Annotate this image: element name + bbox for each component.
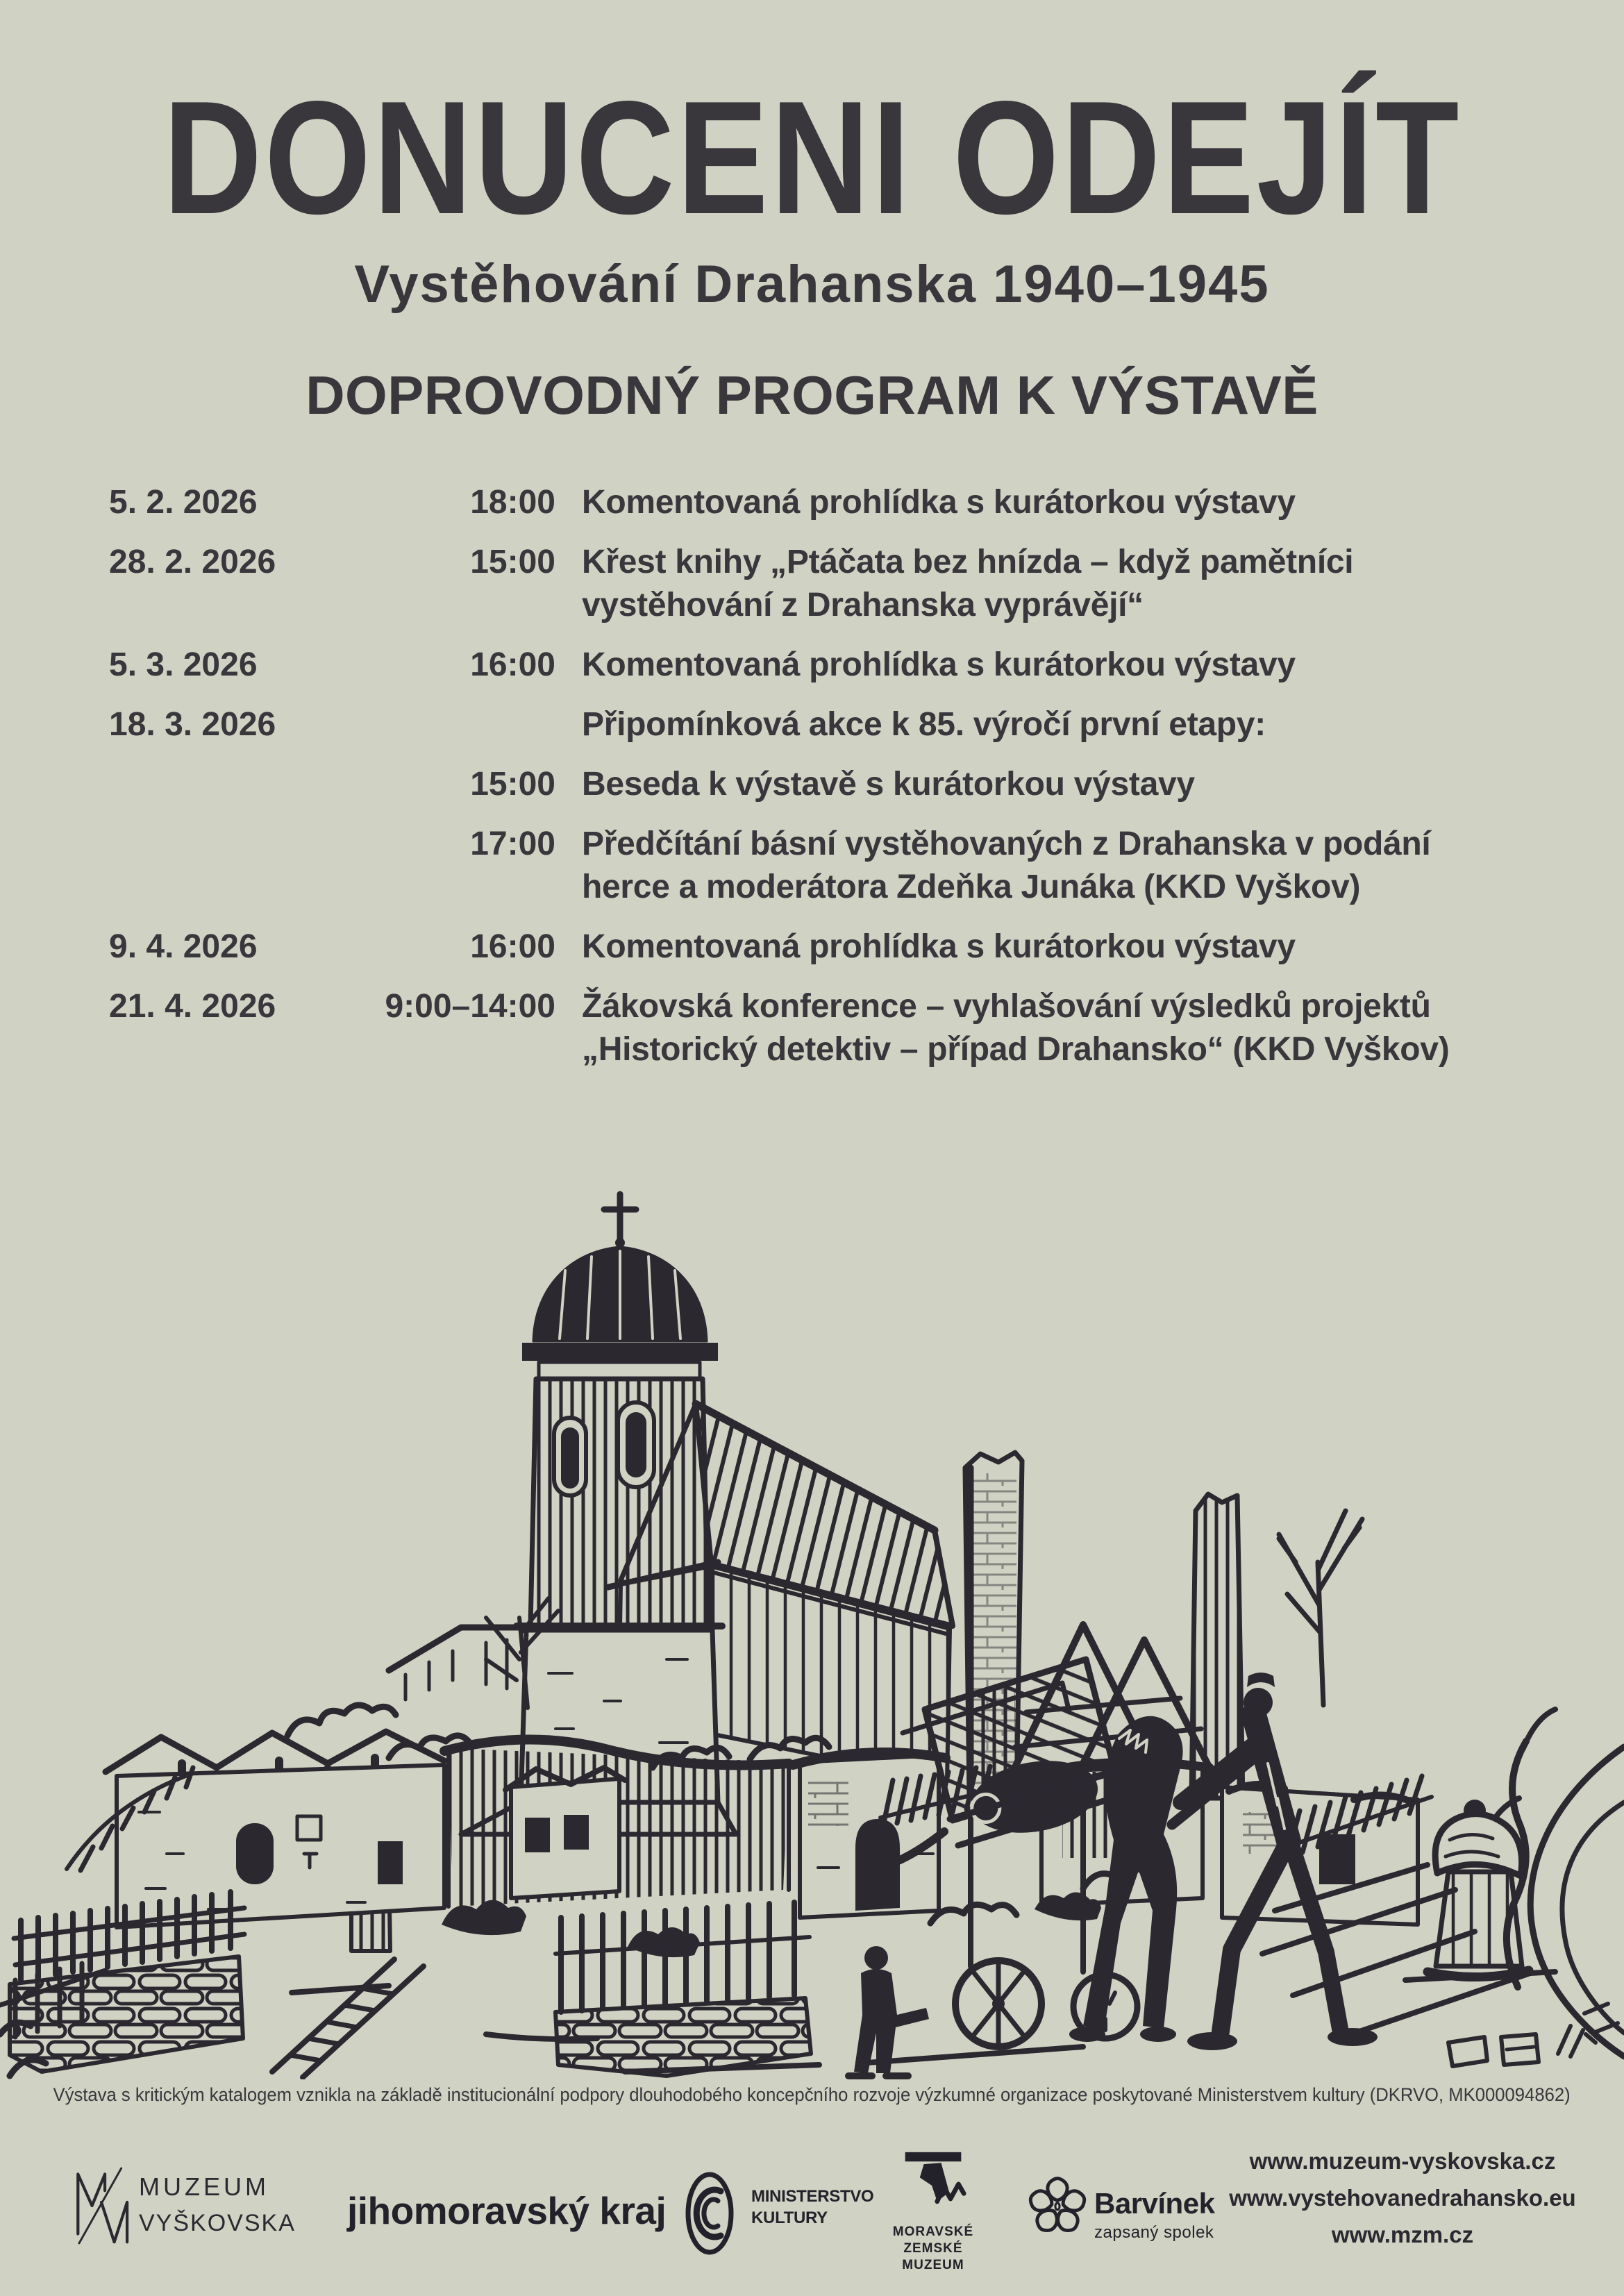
barvinek-flower-icon bbox=[1028, 2169, 1087, 2241]
event-time: 17:00 bbox=[470, 826, 555, 862]
schedule-row bbox=[109, 541, 1480, 627]
event-description: Komentovaná prohlídka s kurátorkou výstavy bbox=[582, 484, 1296, 521]
page-title-text: DONUCENI ODEJÍT bbox=[162, 68, 1462, 248]
schedule-row bbox=[109, 481, 1480, 524]
vyskovska-line: VYŠKOVSKA bbox=[139, 2210, 296, 2236]
event-description: Beseda k výstavě s kurátorkou výstavy bbox=[582, 766, 1195, 803]
event-date: 9. 4. 2026 bbox=[109, 928, 258, 965]
ministerstvo-kultury-logo-icon bbox=[685, 2170, 735, 2256]
event-schedule bbox=[109, 481, 1480, 1088]
schedule-row bbox=[109, 823, 1480, 909]
event-description: Křest knihy „Ptáčata bez hnízda – když pamětníci vystěhování z Drahanska vyprávějí“ bbox=[582, 544, 1354, 623]
event-date bbox=[109, 763, 349, 806]
ministerstvo-line: MINISTERSTVO bbox=[751, 2187, 874, 2206]
barvinek-name: Barvínek bbox=[1094, 2187, 1215, 2220]
event-description: Komentovaná prohlídka s kurátorkou výstavy bbox=[582, 646, 1296, 683]
event-time: 18:00 bbox=[470, 484, 555, 521]
muzeum-vyskovska-wordmark bbox=[139, 2169, 296, 2241]
event-time: 15:00 bbox=[470, 544, 555, 580]
barvinek-wordmark bbox=[1094, 2187, 1214, 2243]
village-illustration bbox=[0, 1173, 1624, 2079]
mzm-line: ZEMSKÉ bbox=[903, 2241, 963, 2256]
event-date: 5. 3. 2026 bbox=[109, 646, 258, 683]
event-date: 21. 4. 2026 bbox=[109, 988, 276, 1025]
schedule-row bbox=[109, 644, 1480, 687]
event-time: 9:00–14:00 bbox=[385, 988, 555, 1025]
muzeum-vyskovska-logo-icon bbox=[67, 2165, 136, 2247]
schedule-row bbox=[109, 763, 1480, 806]
moravske-zemske-muzeum-wordmark bbox=[891, 2224, 975, 2274]
moravske-zemske-muzeum-icon bbox=[898, 2150, 968, 2216]
funding-disclaimer bbox=[0, 2084, 1624, 2106]
moravske-zemske-muzeum-logo bbox=[891, 2150, 975, 2274]
website-list bbox=[1222, 2143, 1583, 2253]
mzm-line: MORAVSKÉ bbox=[892, 2224, 974, 2239]
funding-disclaimer-text: Výstava s kritickým katalogem vznikla na základě institucionální podpory dlouhodobého koncepčního rozvoje výzkumné organizace poskytované Ministerstvem kultury (DKRVO, MK000094862) bbox=[53, 2084, 1571, 2105]
event-date: 5. 2. 2026 bbox=[109, 484, 258, 521]
website-url: www.vystehovanedrahansko.eu bbox=[1229, 2185, 1576, 2211]
signature-mark bbox=[1448, 2026, 1596, 2066]
program-heading: DOPROVODNÝ PROGRAM K VÝSTAVĚ bbox=[305, 364, 1319, 426]
event-date bbox=[109, 823, 349, 909]
schedule-row bbox=[109, 985, 1480, 1071]
event-date: 28. 2. 2026 bbox=[109, 544, 276, 580]
page-title bbox=[0, 68, 1624, 248]
cottage-center bbox=[505, 1768, 625, 1898]
mzm-line: MUZEUM bbox=[902, 2258, 964, 2272]
jihomoravsky-kraj-logo: jihomoravský kraj bbox=[347, 2189, 667, 2232]
event-time: 16:00 bbox=[470, 928, 555, 965]
schedule-row bbox=[109, 703, 1480, 746]
event-description: Předčítání básní vystěhovaných z Drahanska v podání herce a moderátora Zdeňka Junáka (KKD Vyškov) bbox=[582, 826, 1431, 905]
event-date: 18. 3. 2026 bbox=[109, 706, 276, 743]
event-description: Připomínková akce k 85. výročí první etapy: bbox=[582, 706, 1266, 743]
subtitle: Vystěhování Drahanska 1940–1945 bbox=[354, 255, 1270, 314]
event-time: 15:00 bbox=[470, 766, 555, 803]
barvinek-subtitle: zapsaný spolek bbox=[1094, 2223, 1214, 2242]
event-description: Komentovaná prohlídka s kurátorkou výstavy bbox=[582, 928, 1296, 965]
event-time: 16:00 bbox=[470, 646, 555, 683]
website-url: www.muzeum-vyskovska.cz bbox=[1249, 2148, 1556, 2174]
schedule-row bbox=[109, 925, 1480, 969]
website-url: www.mzm.cz bbox=[1331, 2222, 1474, 2247]
muzeum-line: MUZEUM bbox=[139, 2172, 269, 2201]
event-description: Žákovská konference – vyhlašování výsledků projektů „Historický detektiv – případ Drahansko“ (KKD Vyškov) bbox=[582, 988, 1450, 1068]
event-time bbox=[375, 703, 555, 746]
kultury-line: KULTURY bbox=[751, 2209, 828, 2227]
ministerstvo-kultury-wordmark bbox=[751, 2186, 873, 2229]
